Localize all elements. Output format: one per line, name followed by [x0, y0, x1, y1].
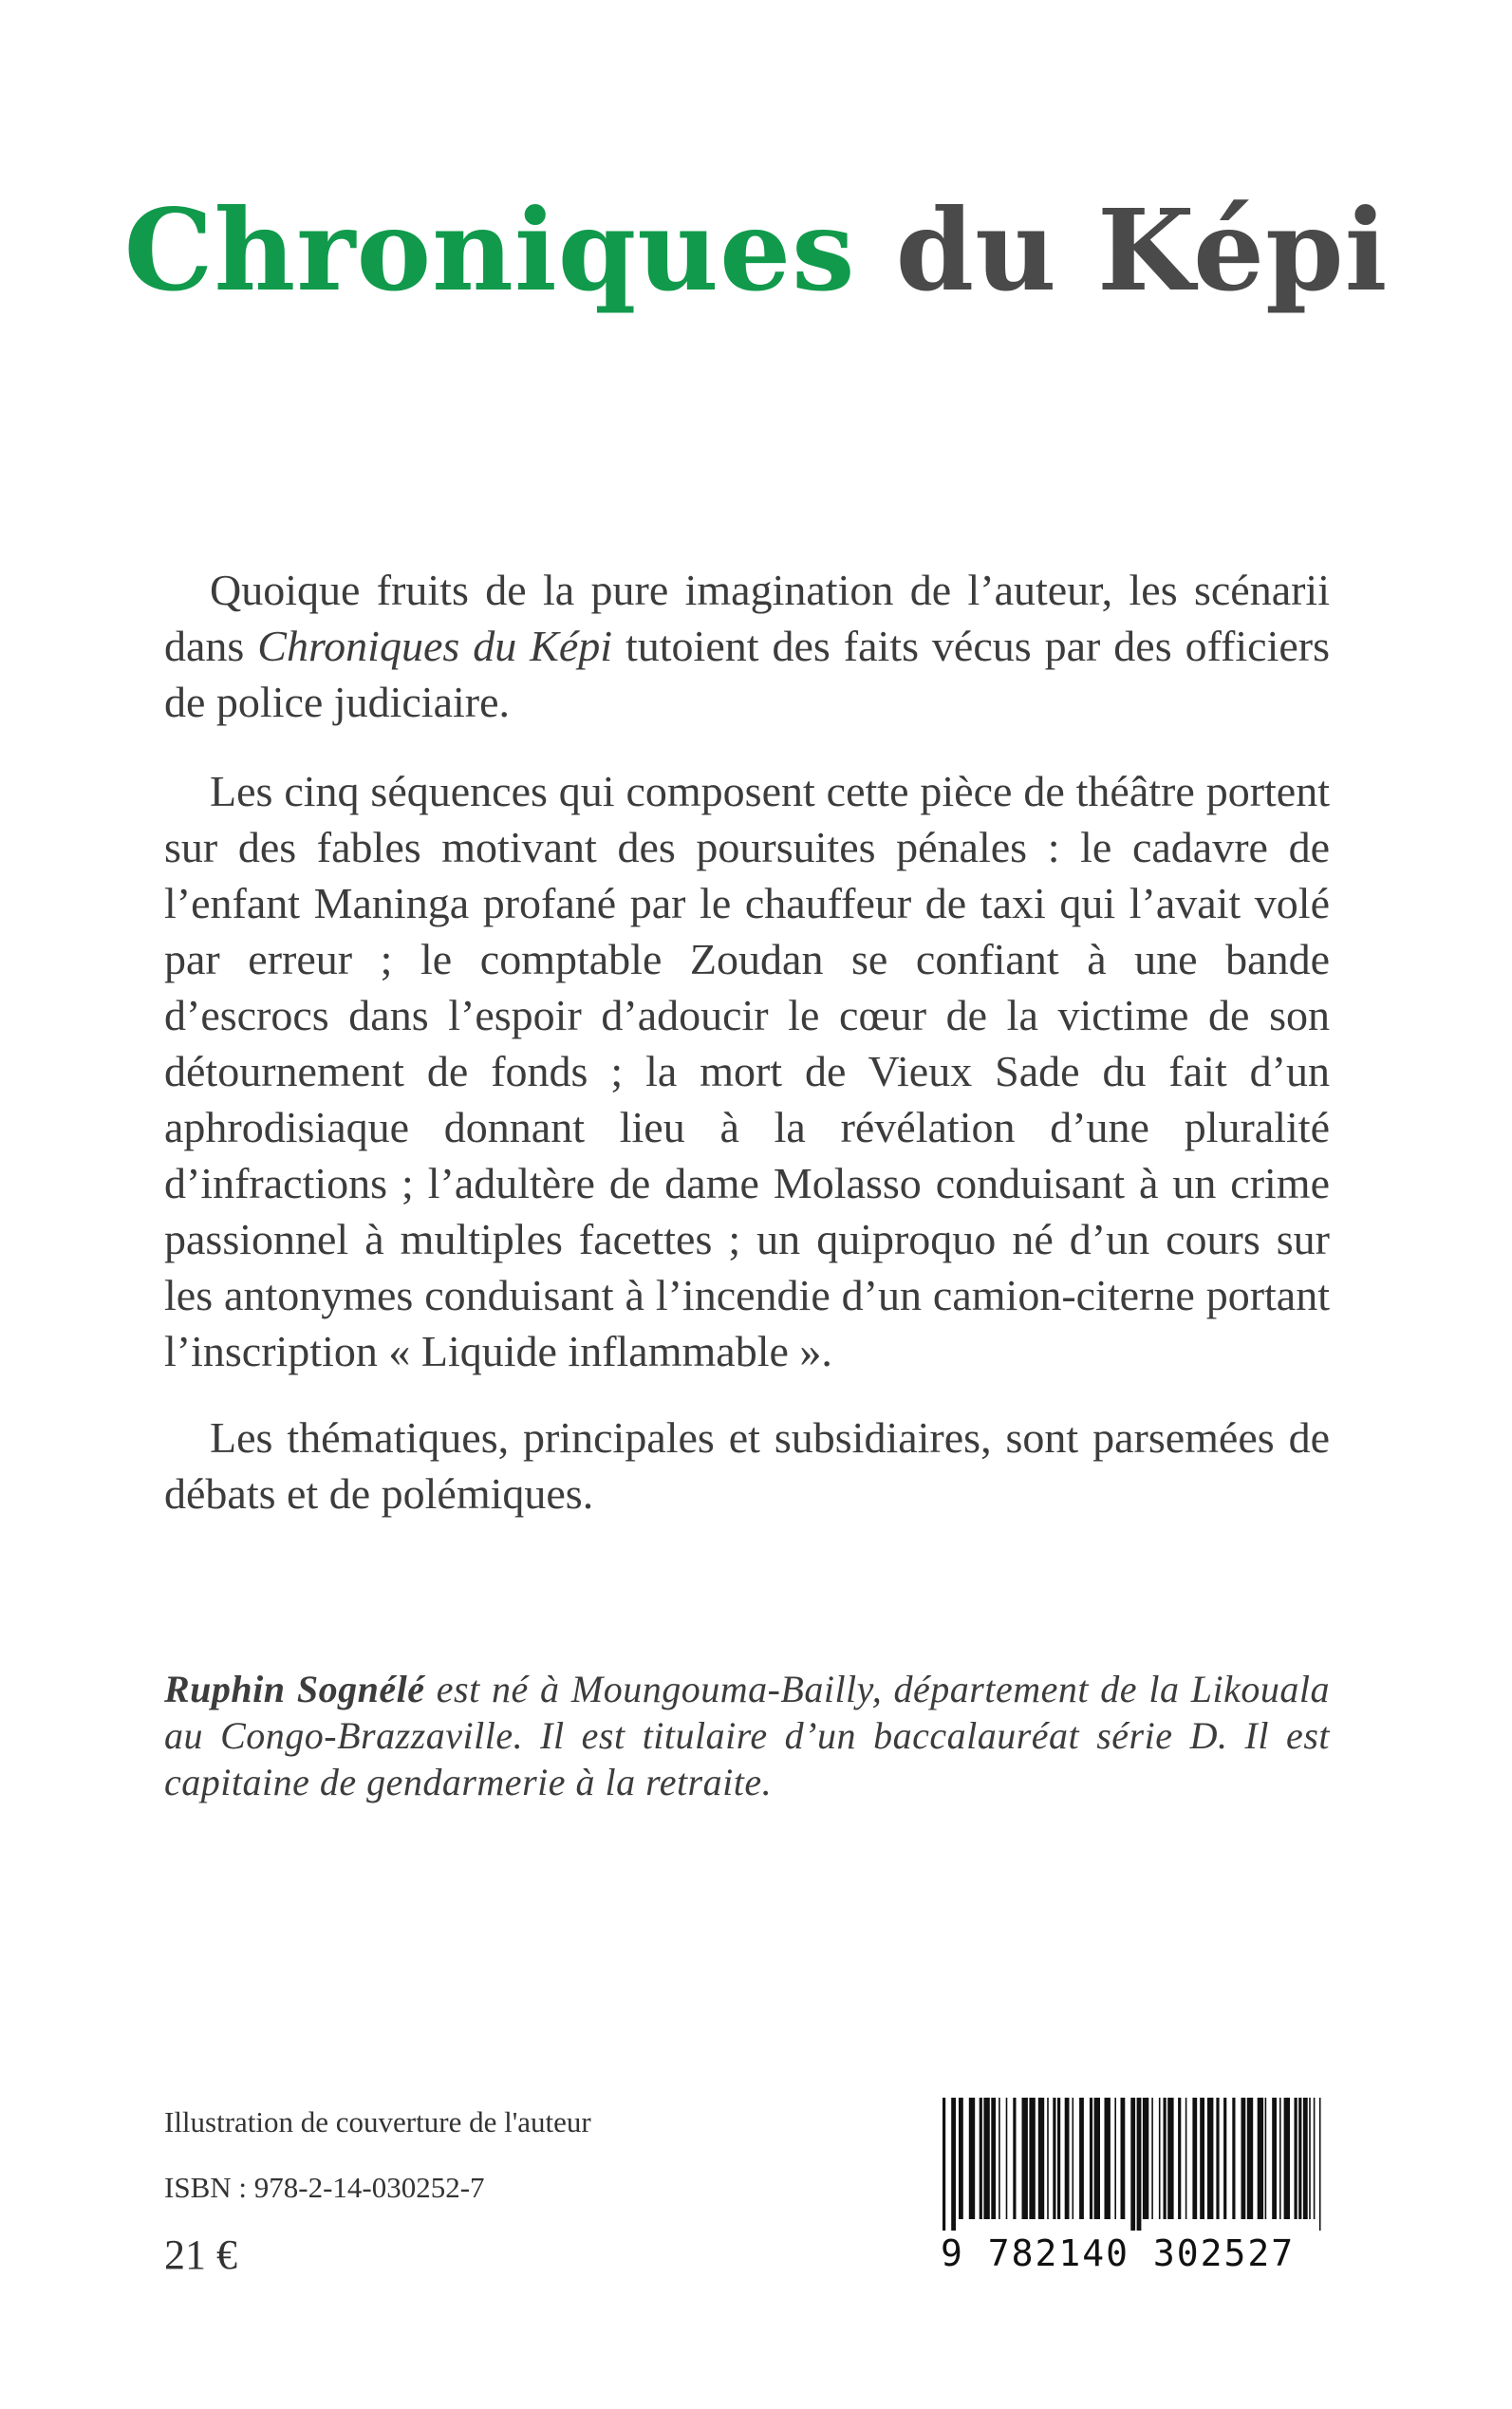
- barcode-bar: [1272, 2098, 1277, 2219]
- barcode-bar: [1309, 2098, 1311, 2219]
- barcode-bar: [1151, 2098, 1153, 2219]
- barcode-bar: [1192, 2098, 1197, 2219]
- barcode-bars: [941, 2098, 1328, 2231]
- barcode-bar: [1298, 2098, 1301, 2219]
- barcode-bar: [969, 2098, 975, 2219]
- barcode-bar: [1094, 2098, 1100, 2219]
- author-bio: [164, 1666, 1330, 1805]
- blurb-paragraph-1: [164, 562, 1330, 730]
- barcode-bar: [1178, 2098, 1181, 2219]
- blurb-p2-text: Les cinq séquences qui composent cette pièce de théâtre portent sur des fables motivant des poursuites pénales : le cadavre de l’enfant Maninga profané par le chauffeur de taxi qui l’avait volé par erreur ; le comptable Zoudan se confiant à une bande d’escrocs dans l’espoir d’adoucir le cœur de la victime de son détournement de fonds ; la mort de Vieux Sade du fait d’un aphrodisiaque donnant lieu à la révélation d’une pluralité d’infractions ; l’adultère de dame Molasso conduisant à un crime passionnel à multiples facettes ; un quiproquo né d’un cours sur les antonymes conduisant à l’incendie d’un camion-citerne portant l’inscription « Liquide inflammable ».: [164, 767, 1330, 1375]
- barcode-digits: 9 782140 302527: [941, 2232, 1296, 2274]
- barcode-bar: [1247, 2098, 1253, 2219]
- blurb-p3-text: Les thématiques, principales et subsidiaires, sont parsemées de débats et de polémiques.: [164, 1413, 1330, 1518]
- barcode-bar: [1073, 2098, 1074, 2219]
- barcode-bar: [1006, 2098, 1008, 2219]
- barcode-bar: [1207, 2098, 1213, 2219]
- barcode-bar: [943, 2098, 945, 2231]
- author-name: Ruphin Sognélé: [164, 1668, 425, 1710]
- barcode-bar: [1200, 2098, 1204, 2219]
- barcode-bar: [1143, 2098, 1148, 2219]
- barcode-bar: [1258, 2098, 1263, 2219]
- barcode-bar: [1057, 2098, 1060, 2219]
- barcode-bar: [1223, 2098, 1226, 2219]
- barcode-bar: [1130, 2098, 1135, 2231]
- blurb-paragraph-3: [164, 1410, 1330, 1522]
- barcode-bar: [1029, 2098, 1035, 2219]
- barcode-bar: [951, 2098, 956, 2231]
- barcode-bar: [1295, 2098, 1297, 2219]
- barcode-bar: [1053, 2098, 1055, 2219]
- barcode-bar: [1232, 2098, 1235, 2219]
- blurb-p1-text-b: tutoient des faits vécus par des officiers de police judiciaire.: [164, 622, 1330, 726]
- barcode-bar: [1121, 2098, 1126, 2219]
- barcode-bar: [1137, 2098, 1142, 2231]
- isbn-label: ISBN : 978-2-14-030252-7: [164, 2171, 485, 2204]
- blurb-p1-book-title: Chroniques du Képi: [257, 622, 613, 670]
- barcode-bar: [1284, 2098, 1290, 2219]
- barcode-bar: [1105, 2098, 1111, 2219]
- barcode-bar: [1303, 2098, 1308, 2219]
- title-word-chroniques: Chroniques: [123, 184, 856, 316]
- barcode-bar: [980, 2098, 982, 2219]
- book-title: [0, 184, 1512, 316]
- barcode-bar: [1265, 2098, 1267, 2219]
- author-bio-text: est né à Moungouma-Bailly, département de la Likouala au Congo-Brazzaville. Il est titulaire d’un baccalauréat série D. Il est capitaine de gendarmerie à la retraite.: [164, 1668, 1330, 1803]
- barcode-bar: [1090, 2098, 1092, 2219]
- barcode-bar: [1164, 2098, 1167, 2219]
- price-label: 21 €: [164, 2232, 237, 2278]
- barcode-bar: [959, 2098, 963, 2219]
- barcode-bar: [1114, 2098, 1116, 2219]
- barcode-bar: [1241, 2098, 1246, 2219]
- barcode-bar: [1216, 2098, 1219, 2219]
- barcode-bar: [983, 2098, 989, 2219]
- barcode-bar: [999, 2098, 1000, 2219]
- barcode-bar: [1013, 2098, 1016, 2219]
- barcode-bar: [1065, 2098, 1070, 2219]
- barcode-bar: [1047, 2098, 1049, 2219]
- barcode-bar: [1038, 2098, 1044, 2219]
- barcode-bar: [1022, 2098, 1028, 2219]
- barcode-bar: [1167, 2098, 1173, 2219]
- blurb-p1-text-a: Quoique fruits de la pure imagination de l’auteur, les scénarii dans: [164, 566, 1330, 670]
- illustration-credit: Illustration de couverture de l'auteur: [164, 2105, 591, 2138]
- barcode-bar: [1314, 2098, 1316, 2219]
- barcode-bar: [1279, 2098, 1281, 2219]
- blurb-paragraph-2: [164, 763, 1330, 1379]
- barcode-bar: [1159, 2098, 1161, 2219]
- barcode-bar: [991, 2098, 996, 2219]
- barcode-bar: [1185, 2098, 1187, 2219]
- title-words-du-kepi: du Képi: [895, 184, 1389, 316]
- barcode-bar: [1319, 2098, 1321, 2231]
- barcode-bar: [1079, 2098, 1084, 2219]
